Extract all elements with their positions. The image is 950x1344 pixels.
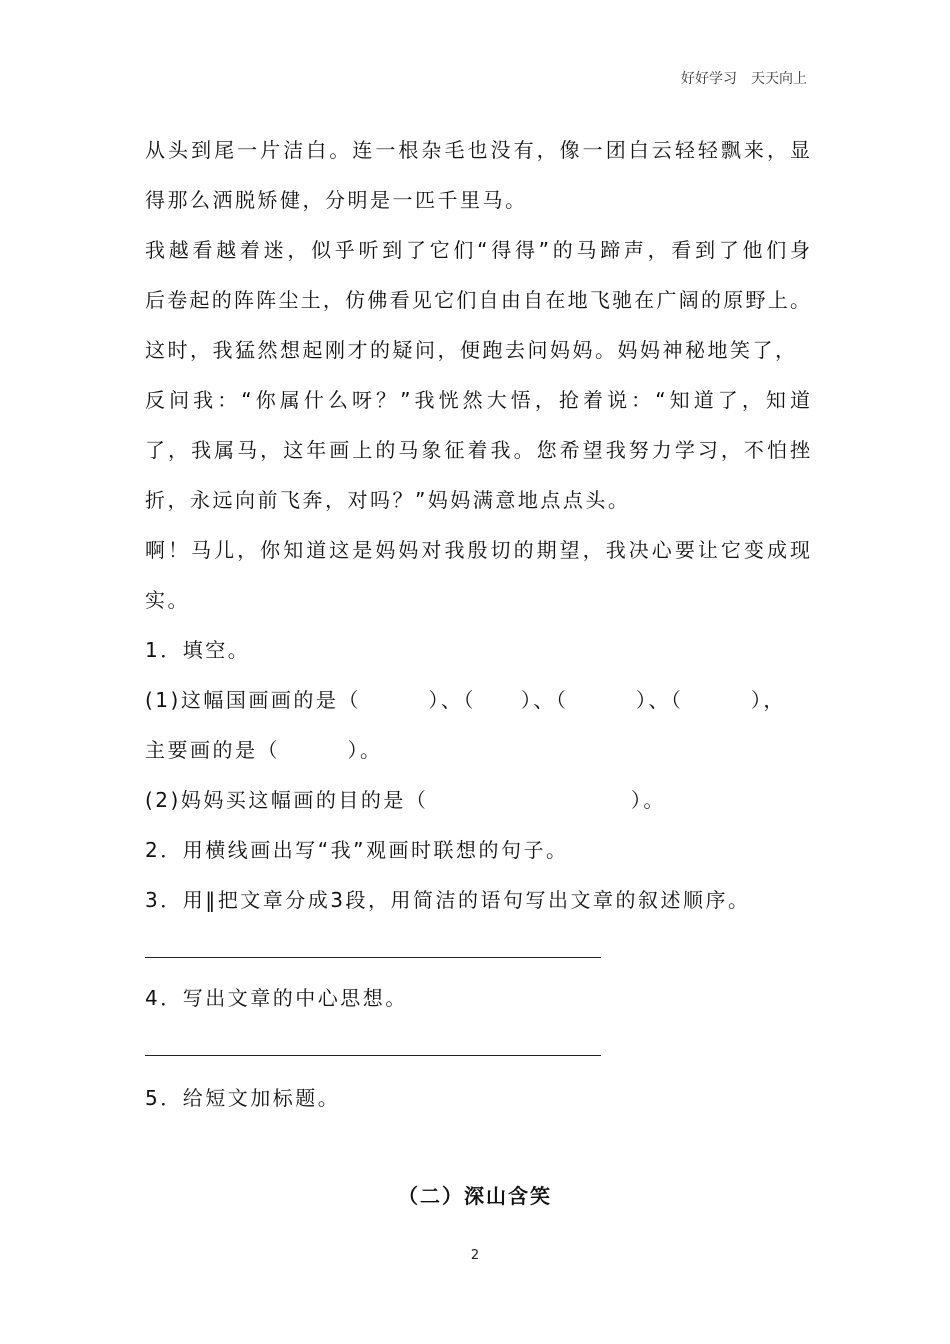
question-1-part-1-continued: 主要画的是（ ）。 [145, 738, 383, 762]
page-header: 好好学习 天天向上 [681, 71, 807, 87]
passage-line: 这时，我猛然想起刚才的疑问，便跑去问妈妈。妈妈神秘地笑了， [145, 338, 798, 362]
question-2: 2．用横线画出写“我”观画时联想的句子。 [145, 838, 569, 862]
passage-line: 后卷起的阵阵尘土，仿佛看见它们自由自在地飞驰在广阔的原野上。 [145, 288, 810, 312]
question-1-part-1: (1)这幅国画画的是（ ）、（ ）、（ ）、（ ）， [145, 688, 786, 712]
passage-line: 了，我属马，这年画上的马象征着我。您希望我努力学习，不怕挫 [145, 438, 810, 462]
document-body-continued [145, 980, 810, 1030]
answer-line-4[interactable] [145, 1055, 601, 1056]
question-4: 4．写出文章的中心思想。 [145, 986, 408, 1010]
passage-line: 我越看越着迷，似乎听到了它们“得得”的马蹄声，看到了他们身 [145, 238, 810, 262]
passage-line: 从头到尾一片洁白。连一根杂毛也没有，像一团白云轻轻飘来，显 [145, 138, 810, 162]
passage-line: 实。 [145, 588, 190, 612]
passage-line: 得那么洒脱矫健，分明是一匹千里马。 [145, 188, 528, 212]
question-5: 5．给短文加标题。 [145, 1086, 341, 1110]
question-3: 3．用‖把文章分成3段，用简洁的语句写出文章的叙述顺序。 [145, 888, 751, 912]
question-1-title: 1．填空。 [145, 638, 251, 662]
section-title: （二）深山含笑 [398, 1184, 552, 1208]
page-number: 2 [470, 1248, 480, 1263]
answer-line-3[interactable] [145, 957, 601, 958]
document-body [145, 132, 810, 932]
document-body-end [145, 1080, 810, 1130]
passage-line: 折，永远向前飞奔，对吗？”妈妈满意地点点头。 [145, 488, 631, 512]
passage-line: 反问我：“你属什么呀？”我恍然大悟，抢着说：“知道了，知道 [145, 388, 810, 412]
question-1-part-2: (2)妈妈买这幅画的目的是（ ）。 [145, 788, 666, 812]
passage-line: 啊！马儿，你知道这是妈妈对我殷切的期望，我决心要让它变成现 [145, 538, 810, 562]
